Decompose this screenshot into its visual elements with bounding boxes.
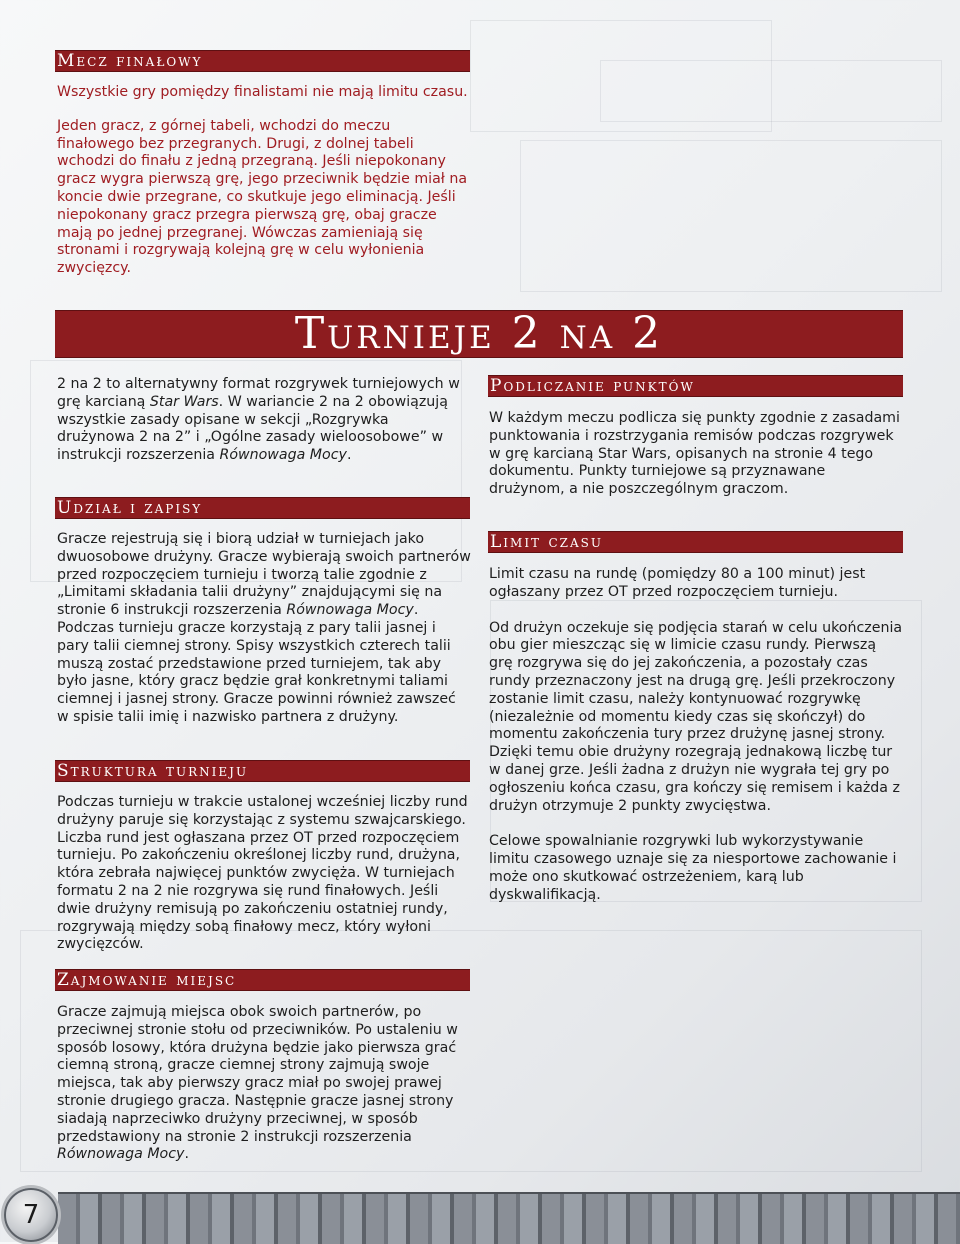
time-limit-text xyxy=(489,566,903,905)
final-match-text xyxy=(57,84,469,278)
intro-text-part-3: . xyxy=(346,447,352,464)
section-heading-time-limit xyxy=(488,531,903,553)
section-heading-structure xyxy=(55,760,470,782)
intro-italic-star-wars: Star Wars xyxy=(149,393,219,410)
final-match-paragraph-2: Jeden gracz, z górnej tabeli, wchodzi do meczu finałowego bez przegranych. Drugi, z dolnej tabeli wchodzi do finału z jedną przegraną. Jeśli niepokonany gracz wygra pierwszą grę, jego przeciwnik będzie miał na koncie dwie przegrane, co skutkuje jego eliminacją. Jeśli niepokonany gracz przegra pierwszą grę, obaj gracze mają po jednej przegranej. Wówczas zamieniają się stronami i rozgrywają kolejną grę w celu wyłonienia zwycięzcy. xyxy=(57,117,468,277)
main-title: Turnieje 2 na 2 xyxy=(294,308,664,359)
intro-italic-expansion: Równowaga Mocy xyxy=(219,447,347,464)
main-title-bar xyxy=(55,310,903,358)
registration-italic-expansion: Równowaga Mocy xyxy=(286,602,414,619)
section-heading-registration xyxy=(55,497,470,519)
intro-text-part-2: . W wariancie 2 na 2 obowiązują wszystkie zasady opisane w sekcji „Rozgrywka drużynowa 2 na 2” i „Ogólne zasady wieloosobowe” w instrukcji rozszerzenia xyxy=(57,393,448,464)
page-number-badge xyxy=(4,1188,58,1242)
registration-text xyxy=(57,531,471,727)
seating-text xyxy=(57,1004,469,1164)
intro-text-part-1: 2 na 2 to alternatywny format rozgrywek turniejowych w grę karcianą xyxy=(57,376,460,410)
time-limit-paragraph-1: Limit czasu na rundę (pomiędzy 80 a 100 minut) jest ogłaszany przez OT przed rozpoczęciem turnieju. xyxy=(489,566,866,600)
final-match-paragraph-1: Wszystkie gry pomiędzy finalistami nie mają limitu czasu. xyxy=(57,84,468,100)
seating-heading: Zajmowanie miejsc xyxy=(57,970,237,990)
seating-italic-expansion: Równowaga Mocy xyxy=(57,1146,185,1163)
final-match-heading: Mecz finałowy xyxy=(57,51,203,71)
time-limit-paragraph-2: Od drużyn oczekuje się podjęcia starań w celu ukończenia obu gier mieszcząc się w limicie czasu rundy. Pierwszą grę rozgrywa się do jej zakończenia, a pozostały czas rundy przeznaczony jest na drugą grę. Jeśli przekroczony zostanie limit czasu, należy kontynuować rozgrywkę (niezależnie od momentu kiedy czas się skończył) do momentu zakończenia tury przez drużynę jasnej strony. Dzięki temu obie drużyny rozegrają jednakową liczbę tur w danej grze. Jeśli żadna z drużyn nie wygrała tej gry po ogłoszeniu końca czasu, gra kończy się remisem i każda z drużyn otrzymuje 2 punkty zwycięstwa. xyxy=(489,619,903,814)
scoring-text: W każdym meczu podlicza się punkty zgodnie z zasadami punktowania i rozstrzygania remisów podczas rozgrywek w grę karcianą Star Wars, opisanych na stronie 4 tego dokumentu. Punkty turniejowe są przyznawane drużynom, a nie poszczególnym graczom. xyxy=(489,410,900,498)
section-heading-seating xyxy=(55,969,470,991)
registration-heading: Udział i zapisy xyxy=(57,498,203,518)
structure-heading: Struktura turnieju xyxy=(57,761,249,781)
registration-text-part-1: Gracze rejestrują się i biorą udział w turniejach jako dwuosobowe drużyny. Gracze wybierają swoich partnerów przed rozpoczęciem turnieju i tworzą talie zgodnie z „Limitami składania talii drużyny” znajdującymi się na stronie 6 instrukcji rozszerzenia xyxy=(57,531,471,619)
structure-text: Podczas turnieju w trakcie ustalonej wcześniej liczby rund drużyny paruje się korzystając z systemu szwajcarskiego. Liczba rund jest ogłaszana przez OT przed rozpoczęciem turnieju. Po zakończeniu określonej liczby rund, drużyna, która zebrała najwięcej punktów zwycięża. W turniejach formatu 2 na 2 nie rozgrywa się rund finałowych. Jeśli dwie drużyny remisują po zakończeniu ostatniej rundy, rozgrywają między sobą finałowy mecz, który wyłoni zwycięzców. xyxy=(57,794,468,953)
section-heading-scoring xyxy=(488,375,903,397)
scoring-heading: Podliczanie punktów xyxy=(490,376,695,396)
page-number: 7 xyxy=(22,1200,40,1230)
seating-text-part-1: Gracze zajmują miejsca obok swoich partnerów, po przeciwnej stronie stołu od przeciwników. Po ustaleniu w sposób losowy, która drużyna będzie jako pierwsza grać ciemną stroną, gracze ciemnej strony zajmują swoje miejsca, tak aby pierwszy gracz miał po swojej prawej stronie drugiego gracza. Następnie gracze jasnej strony siadają naprzeciwko drużyny przeciwnej, w sposób przedstawiony na stronie 2 instrukcji rozszerzenia xyxy=(57,1004,458,1145)
section-heading-final-match xyxy=(55,50,470,72)
time-limit-paragraph-3: Celowe spowalnianie rozgrywki lub wykorzystywanie limitu czasowego uznaje się za niesportowe zachowanie i może ono skutkować ostrzeżeniem, karą lub dyskwalifikacją. xyxy=(489,833,897,903)
time-limit-heading: Limit czasu xyxy=(490,532,603,552)
intro-text xyxy=(57,376,469,465)
footer-mechanical-strip xyxy=(58,1192,960,1244)
registration-text-part-2: . Podczas turnieju gracze korzystają z pary talii jasnej i pary talii ciemnej strony. Spisy wszystkich czterech talii muszą zostać przedstawione przed turniejem, tak aby było jasne, który gracz będzie grał konkretnymi taliami ciemnej i jasnej strony. Gracze powinni również zawszeć w spisie talii imię i nazwisko partnera z drużyny. xyxy=(57,602,456,725)
seating-text-part-2: . xyxy=(184,1146,189,1163)
